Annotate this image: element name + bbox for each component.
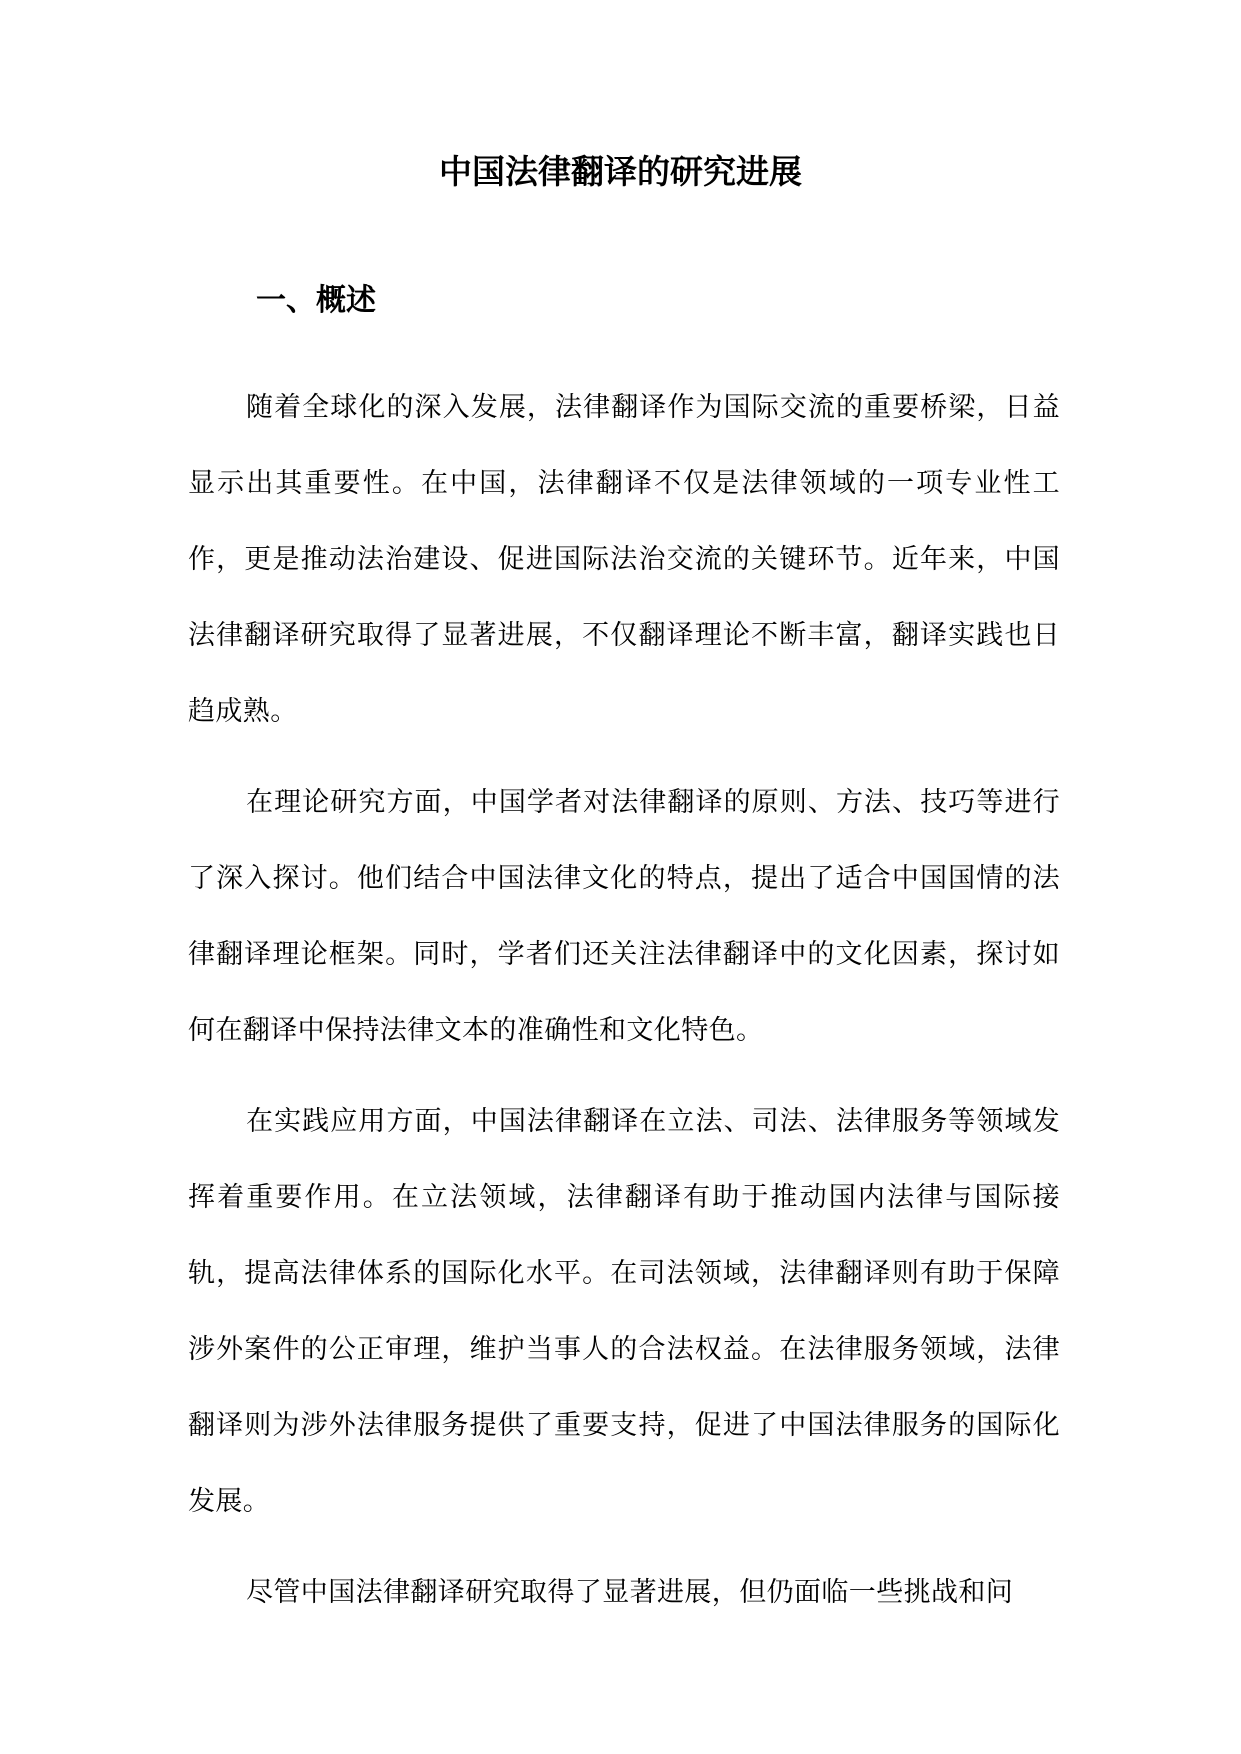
paragraph: 尽管中国法律翻译研究取得了显著进展，但仍面临一些挑战和问: [246, 1577, 1014, 1608]
section-heading: 一、概述: [256, 283, 376, 318]
paragraph: 在实践应用方面，中国法律翻译在立法、司法、法律服务等领域发挥着重要作用。在立法领域，法律翻译有助于推动国内法律与国际接轨，提高法律体系的国际化水平。在司法领域，法律翻译则有助于保障涉外案件的公正审理，维护当事人的合法权益。在法律服务领域，法律翻译则为涉外法律服务提供了重要支持，促进了中国法律服务的国际化发展。: [188, 1106, 1060, 1517]
paragraph: 随着全球化的深入发展，法律翻译作为国际交流的重要桥梁，日益显示出其重要性。在中国，法律翻译不仅是法律领域的一项专业性工作，更是推动法治建设、促进国际法治交流的关键环节。近年来，中国法律翻译研究取得了显著进展，不仅翻译理论不断丰富，翻译实践也日趋成熟。: [188, 392, 1060, 727]
paragraph: 在理论研究方面，中国学者对法律翻译的原则、方法、技巧等进行了深入探讨。他们结合中国法律文化的特点，提出了适合中国国情的法律翻译理论框架。同时，学者们还关注法律翻译中的文化因素，探讨如何在翻译中保持法律文本的准确性和文化特色。: [188, 787, 1060, 1046]
document-title: 中国法律翻译的研究进展: [439, 152, 802, 191]
body-text: [188, 370, 1060, 1646]
